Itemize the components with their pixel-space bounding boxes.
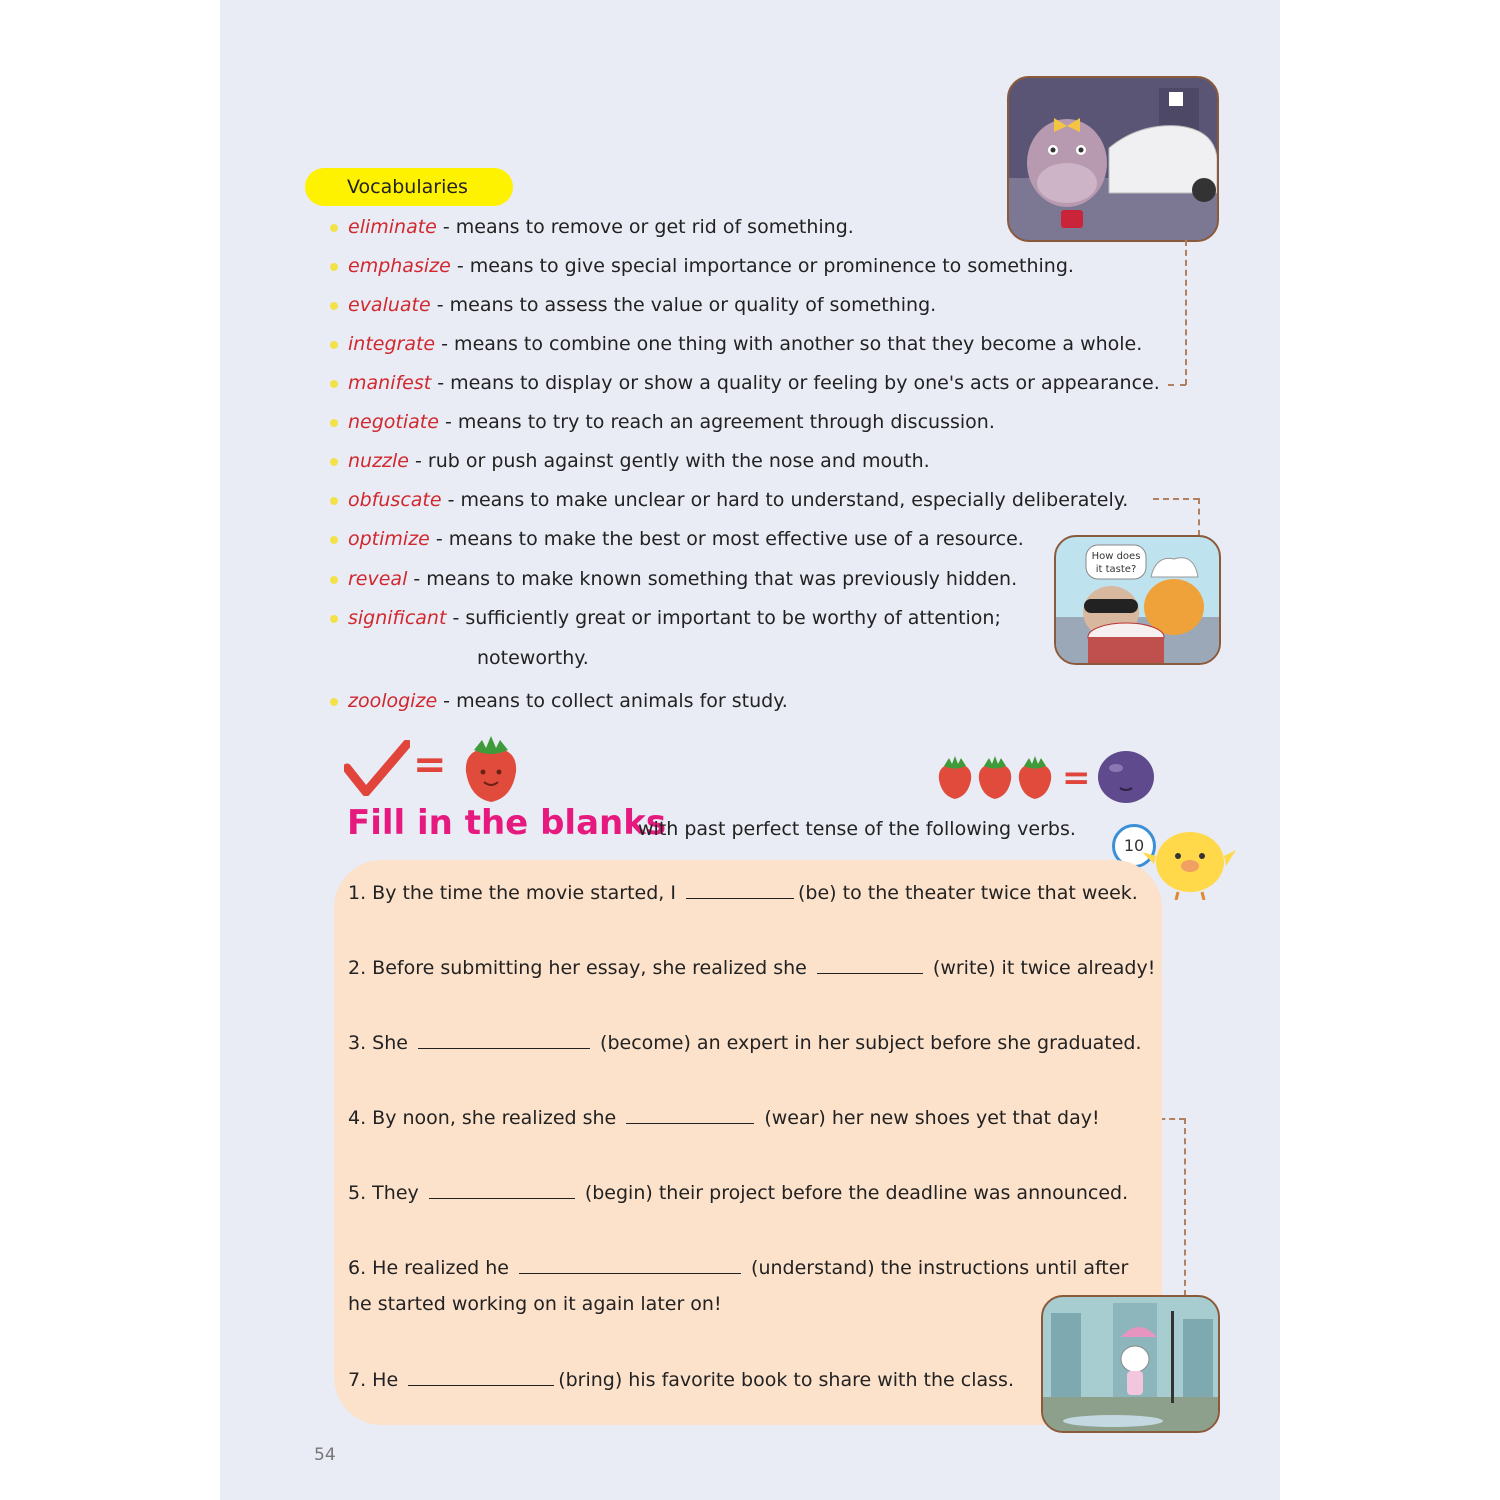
bullet-icon: [330, 224, 338, 232]
vocabulary-continuation: noteworthy.: [477, 647, 589, 669]
vocabulary-item: [330, 488, 1128, 512]
cooking-illustration: [1054, 535, 1221, 665]
vocabulary-item: [330, 689, 788, 713]
answer-blank[interactable]: [418, 1030, 590, 1049]
vocabulary-definition: - means to combine one thing with another so that they become a whole.: [435, 333, 1143, 355]
exercise-item: [348, 1105, 1100, 1130]
strawberry-icon: [936, 754, 974, 800]
exercise-item-text: 5. They: [348, 1182, 425, 1204]
exercise-item-text: (understand) the instructions until after: [745, 1257, 1129, 1279]
speech-bubble-text-2: it taste?: [1095, 564, 1137, 575]
exercise-item: [348, 1255, 1128, 1280]
vocabulary-term: integrate: [348, 333, 436, 355]
bullet-icon: [330, 380, 338, 388]
exercise-panel: [334, 860, 1162, 1425]
vocabulary-definition: - means to make the best or most effective use of a resource.: [429, 528, 1024, 550]
exercise-item: [348, 880, 1138, 905]
vocabulary-term: reveal: [348, 568, 408, 590]
connector-line: [1185, 240, 1187, 385]
vocabulary-item: [330, 527, 1024, 551]
strawberry-icon: [976, 754, 1014, 800]
vocabulary-term: emphasize: [348, 255, 451, 277]
vocabulary-term: significant: [348, 607, 447, 629]
vocabulary-term: negotiate: [348, 411, 439, 433]
exercise-item-text: (be) to the theater twice that week.: [798, 882, 1138, 904]
vocabularies-label: Vocabularies: [305, 168, 513, 206]
exercise-instructions: with past perfect tense of the following verbs.: [638, 818, 1076, 840]
vocabulary-term: obfuscate: [348, 489, 442, 511]
vocabulary-item: [330, 254, 1074, 278]
page-number: 54: [314, 1445, 336, 1465]
exercise-item-text: (become) an expert in her subject before she graduated.: [594, 1032, 1142, 1054]
vocabulary-definition: - means to make unclear or hard to understand, especially deliberately.: [441, 489, 1129, 511]
vocabulary-item: [330, 371, 1160, 395]
vocabulary-definition: - means to make known something that was previously hidden.: [407, 568, 1018, 590]
bullet-icon: [330, 458, 338, 466]
exercise-item-text: 6. He realized he: [348, 1257, 516, 1279]
vocabulary-definition: - means to assess the value or quality of something.: [430, 294, 937, 316]
vocabulary-term: zoologize: [348, 690, 438, 712]
vocabulary-definition: - means to display or show a quality or feeling by one's acts or appearance.: [431, 372, 1160, 394]
equals-sign: =: [1062, 758, 1091, 798]
vocabulary-definition: - means to remove or get rid of something.: [436, 216, 854, 238]
exercise-item: [348, 1030, 1142, 1055]
rainy-city-illustration: [1041, 1295, 1220, 1433]
answer-blank[interactable]: [408, 1367, 554, 1386]
hippo-illustration: [1007, 76, 1219, 242]
exercise-item-text: 4. By noon, she realized she: [348, 1107, 623, 1129]
equals-sign: =: [413, 742, 447, 788]
vocabulary-item: [330, 293, 936, 317]
bullet-icon: [330, 302, 338, 310]
vocabulary-item: [330, 410, 995, 434]
bullet-icon: [330, 263, 338, 271]
vocabulary-item: [330, 567, 1017, 591]
vocabulary-term: evaluate: [348, 294, 431, 316]
vocabulary-definition: - sufficiently great or important to be worthy of attention;: [446, 607, 1001, 629]
exercise-item: [348, 1367, 1014, 1392]
vocabulary-term: optimize: [348, 528, 430, 550]
strawberry-icon: [1016, 754, 1054, 800]
vocabulary-definition: - means to try to reach an agreement through discussion.: [438, 411, 995, 433]
bullet-icon: [330, 497, 338, 505]
vocabulary-definition: - means to give special importance or prominence to something.: [450, 255, 1074, 277]
exercise-item-text: 3. She: [348, 1032, 414, 1054]
vocabulary-term: manifest: [348, 372, 432, 394]
exercise-item: [348, 1180, 1128, 1205]
exercise-title: Fill in the blanks: [347, 803, 667, 843]
vocabulary-definition: - rub or push against gently with the nose and mouth.: [409, 450, 930, 472]
connector-line: [1198, 498, 1200, 536]
exercise-item-text: (begin) their project before the deadline was announced.: [578, 1182, 1129, 1204]
strawberry-icon: [462, 732, 520, 804]
exercise-item-text: 1. By the time the movie started, I: [348, 882, 683, 904]
bullet-icon: [330, 419, 338, 427]
timer-value: 10: [1123, 836, 1145, 855]
connector-line: [1153, 498, 1199, 500]
connector-line: [1184, 1118, 1186, 1296]
answer-blank[interactable]: [429, 1180, 575, 1199]
connector-line: [1168, 384, 1186, 386]
vocabulary-term: nuzzle: [348, 450, 409, 472]
bullet-icon: [330, 341, 338, 349]
bullet-icon: [330, 698, 338, 706]
exercise-item-text: (wear) her new shoes yet that day!: [758, 1107, 1100, 1129]
checkmark-icon: [344, 740, 410, 796]
vocabulary-term: eliminate: [348, 216, 437, 238]
vocabulary-item: [330, 449, 930, 473]
plum-icon: [1096, 748, 1156, 804]
vocabulary-item: [330, 215, 854, 239]
bullet-icon: [330, 576, 338, 584]
answer-blank[interactable]: [817, 955, 923, 974]
answer-blank[interactable]: [686, 880, 794, 899]
vocabulary-item: [330, 606, 1001, 630]
answer-blank[interactable]: [626, 1105, 754, 1124]
bullet-icon: [330, 536, 338, 544]
exercise-item: [348, 955, 1155, 980]
vocabulary-definition: - means to collect animals for study.: [437, 690, 788, 712]
exercise-item-text: 2. Before submitting her essay, she realized she: [348, 957, 813, 979]
speech-bubble-text-1: How does: [1091, 551, 1141, 562]
bullet-icon: [330, 615, 338, 623]
exercise-item-text: 7. He: [348, 1369, 405, 1391]
exercise-item-text: (bring) his favorite book to share with the class.: [558, 1369, 1014, 1391]
exercise-item-text: (write) it twice already!: [926, 957, 1156, 979]
exercise-item-6-continuation: he started working on it again later on!: [348, 1293, 722, 1315]
answer-blank[interactable]: [519, 1255, 741, 1274]
vocabulary-item: [330, 332, 1142, 356]
